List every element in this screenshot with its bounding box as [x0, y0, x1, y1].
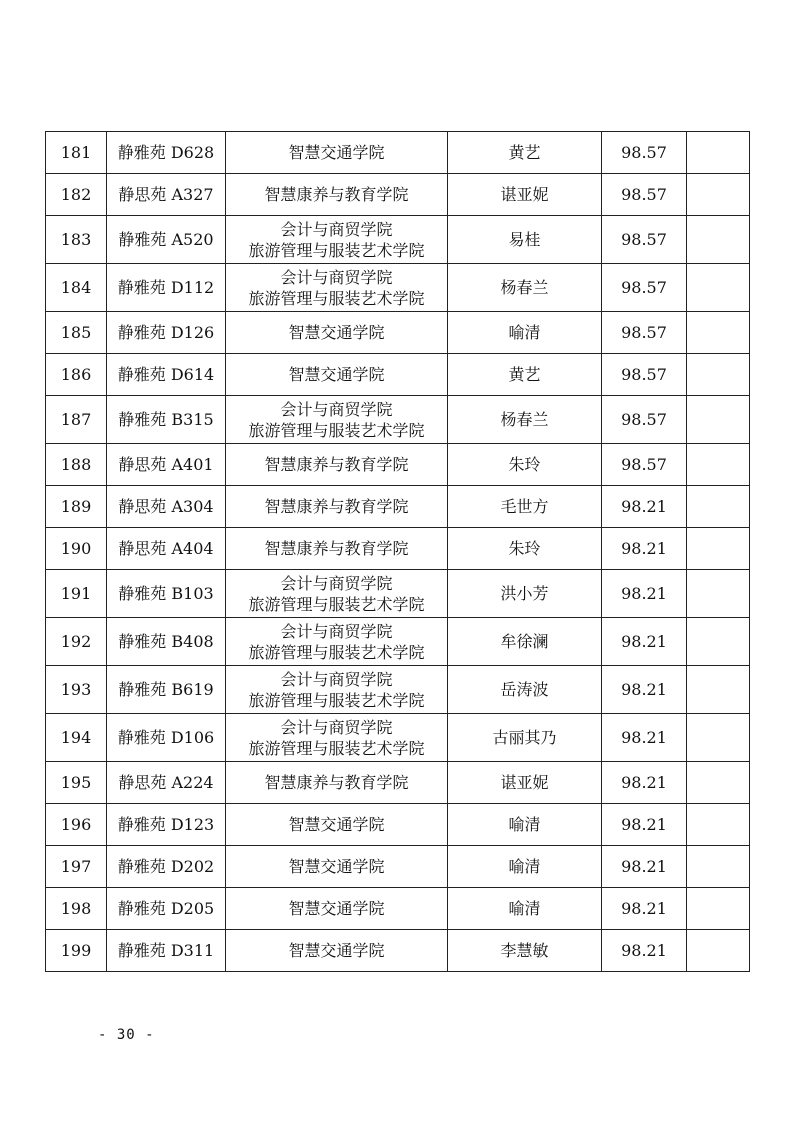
college-name: 智慧康养与教育学院	[264, 539, 409, 558]
dorm-score-table-container	[45, 131, 749, 972]
dorm-score-table	[45, 131, 750, 972]
college-cell	[226, 312, 448, 354]
college-name: 智慧康养与教育学院	[264, 455, 409, 474]
teacher-cell: 牟徐澜	[448, 618, 602, 666]
row-number-cell: 193	[46, 666, 107, 714]
table-row	[46, 714, 750, 762]
college-name: 智慧康养与教育学院	[264, 773, 409, 792]
row-number-cell: 199	[46, 930, 107, 972]
note-cell	[687, 312, 750, 354]
dorm-room-cell: 静雅苑 D311	[107, 930, 226, 972]
dorm-room-cell: 静雅苑 B103	[107, 570, 226, 618]
note-cell	[687, 174, 750, 216]
table-row	[46, 132, 750, 174]
college-name: 会计与商贸学院	[280, 573, 393, 593]
college-name: 旅游管理与服装艺术学院	[248, 240, 425, 260]
score-cell: 98.21	[602, 846, 687, 888]
note-cell	[687, 264, 750, 312]
teacher-cell: 杨春兰	[448, 396, 602, 444]
college-name: 旅游管理与服装艺术学院	[248, 738, 425, 758]
dorm-room-cell: 静思苑 A327	[107, 174, 226, 216]
row-number-cell: 183	[46, 216, 107, 264]
table-row	[46, 264, 750, 312]
dorm-room-cell: 静思苑 A224	[107, 762, 226, 804]
teacher-cell: 朱玲	[448, 444, 602, 486]
score-cell: 98.57	[602, 216, 687, 264]
note-cell	[687, 618, 750, 666]
row-number-cell: 185	[46, 312, 107, 354]
note-cell	[687, 762, 750, 804]
teacher-cell: 喻清	[448, 888, 602, 930]
dorm-room-cell: 静雅苑 D123	[107, 804, 226, 846]
table-row	[46, 486, 750, 528]
note-cell	[687, 570, 750, 618]
college-cell	[226, 888, 448, 930]
score-cell: 98.21	[602, 930, 687, 972]
row-number-cell: 190	[46, 528, 107, 570]
dorm-room-cell: 静雅苑 D202	[107, 846, 226, 888]
dorm-room-cell: 静雅苑 B315	[107, 396, 226, 444]
college-cell	[226, 486, 448, 528]
dorm-room-cell: 静雅苑 B408	[107, 618, 226, 666]
score-cell: 98.57	[602, 264, 687, 312]
college-cell	[226, 132, 448, 174]
teacher-cell: 喻清	[448, 846, 602, 888]
college-cell	[226, 174, 448, 216]
row-number-cell: 198	[46, 888, 107, 930]
note-cell	[687, 132, 750, 174]
row-number-cell: 186	[46, 354, 107, 396]
note-cell	[687, 528, 750, 570]
college-name: 会计与商贸学院	[280, 669, 393, 689]
row-number-cell: 196	[46, 804, 107, 846]
row-number-cell: 191	[46, 570, 107, 618]
teacher-cell: 黄艺	[448, 354, 602, 396]
college-cell	[226, 762, 448, 804]
college-name: 旅游管理与服装艺术学院	[248, 690, 425, 710]
college-cell	[226, 930, 448, 972]
college-cell	[226, 444, 448, 486]
dorm-room-cell: 静思苑 A401	[107, 444, 226, 486]
row-number-cell: 192	[46, 618, 107, 666]
table-row	[46, 444, 750, 486]
college-name: 智慧康养与教育学院	[264, 185, 409, 204]
teacher-cell: 洪小芳	[448, 570, 602, 618]
table-row	[46, 888, 750, 930]
table-row	[46, 528, 750, 570]
college-name: 智慧交通学院	[288, 941, 385, 960]
teacher-cell: 谌亚妮	[448, 174, 602, 216]
score-cell: 98.21	[602, 618, 687, 666]
college-cell	[226, 618, 448, 666]
note-cell	[687, 804, 750, 846]
college-name: 旅游管理与服装艺术学院	[248, 288, 425, 308]
table-row	[46, 570, 750, 618]
table-row	[46, 396, 750, 444]
score-cell: 98.21	[602, 714, 687, 762]
teacher-cell: 喻清	[448, 804, 602, 846]
dorm-room-cell: 静雅苑 B619	[107, 666, 226, 714]
college-cell	[226, 396, 448, 444]
dorm-room-cell: 静思苑 A304	[107, 486, 226, 528]
note-cell	[687, 888, 750, 930]
college-name: 旅游管理与服装艺术学院	[248, 594, 425, 614]
table-row	[46, 618, 750, 666]
score-cell: 98.21	[602, 570, 687, 618]
college-name: 会计与商贸学院	[280, 267, 393, 287]
score-cell: 98.57	[602, 444, 687, 486]
score-cell: 98.21	[602, 888, 687, 930]
college-cell	[226, 570, 448, 618]
note-cell	[687, 216, 750, 264]
teacher-cell: 易桂	[448, 216, 602, 264]
row-number-cell: 194	[46, 714, 107, 762]
table-row	[46, 666, 750, 714]
note-cell	[687, 486, 750, 528]
row-number-cell: 189	[46, 486, 107, 528]
college-name: 会计与商贸学院	[280, 621, 393, 641]
score-cell: 98.21	[602, 762, 687, 804]
college-name: 智慧康养与教育学院	[264, 497, 409, 516]
row-number-cell: 195	[46, 762, 107, 804]
note-cell	[687, 354, 750, 396]
college-name: 旅游管理与服装艺术学院	[248, 642, 425, 662]
row-number-cell: 197	[46, 846, 107, 888]
row-number-cell: 182	[46, 174, 107, 216]
table-row	[46, 804, 750, 846]
note-cell	[687, 396, 750, 444]
table-row	[46, 174, 750, 216]
score-cell: 98.21	[602, 486, 687, 528]
table-body	[46, 132, 750, 972]
score-cell: 98.57	[602, 312, 687, 354]
college-cell	[226, 216, 448, 264]
college-name: 智慧交通学院	[288, 815, 385, 834]
row-number-cell: 188	[46, 444, 107, 486]
score-cell: 98.21	[602, 528, 687, 570]
teacher-cell: 古丽其乃	[448, 714, 602, 762]
page-number: - 30 -	[98, 1027, 155, 1043]
college-name: 会计与商贸学院	[280, 399, 393, 419]
table-row	[46, 354, 750, 396]
teacher-cell: 李慧敏	[448, 930, 602, 972]
dorm-room-cell: 静雅苑 D112	[107, 264, 226, 312]
table-row	[46, 216, 750, 264]
score-cell: 98.57	[602, 396, 687, 444]
score-cell: 98.21	[602, 666, 687, 714]
dorm-room-cell: 静思苑 A404	[107, 528, 226, 570]
dorm-room-cell: 静雅苑 D126	[107, 312, 226, 354]
teacher-cell: 黄艺	[448, 132, 602, 174]
note-cell	[687, 666, 750, 714]
teacher-cell: 杨春兰	[448, 264, 602, 312]
row-number-cell: 187	[46, 396, 107, 444]
college-name: 智慧交通学院	[288, 857, 385, 876]
teacher-cell: 岳涛波	[448, 666, 602, 714]
teacher-cell: 喻清	[448, 312, 602, 354]
table-row	[46, 312, 750, 354]
college-name: 会计与商贸学院	[280, 717, 393, 737]
score-cell: 98.21	[602, 804, 687, 846]
note-cell	[687, 930, 750, 972]
teacher-cell: 谌亚妮	[448, 762, 602, 804]
college-cell	[226, 846, 448, 888]
row-number-cell: 184	[46, 264, 107, 312]
dorm-room-cell: 静雅苑 D106	[107, 714, 226, 762]
note-cell	[687, 714, 750, 762]
teacher-cell: 朱玲	[448, 528, 602, 570]
dorm-room-cell: 静雅苑 A520	[107, 216, 226, 264]
college-name: 旅游管理与服装艺术学院	[248, 420, 425, 440]
score-cell: 98.57	[602, 174, 687, 216]
teacher-cell: 毛世方	[448, 486, 602, 528]
college-name: 会计与商贸学院	[280, 219, 393, 239]
table-row	[46, 762, 750, 804]
dorm-room-cell: 静雅苑 D205	[107, 888, 226, 930]
college-name: 智慧交通学院	[288, 899, 385, 918]
college-name: 智慧交通学院	[288, 323, 385, 342]
note-cell	[687, 846, 750, 888]
note-cell	[687, 444, 750, 486]
college-cell	[226, 666, 448, 714]
score-cell: 98.57	[602, 354, 687, 396]
college-cell	[226, 714, 448, 762]
college-name: 智慧交通学院	[288, 365, 385, 384]
table-row	[46, 846, 750, 888]
college-cell	[226, 354, 448, 396]
table-row	[46, 930, 750, 972]
college-name: 智慧交通学院	[288, 143, 385, 162]
dorm-room-cell: 静雅苑 D614	[107, 354, 226, 396]
row-number-cell: 181	[46, 132, 107, 174]
dorm-room-cell: 静雅苑 D628	[107, 132, 226, 174]
college-cell	[226, 528, 448, 570]
college-cell	[226, 264, 448, 312]
score-cell: 98.57	[602, 132, 687, 174]
college-cell	[226, 804, 448, 846]
